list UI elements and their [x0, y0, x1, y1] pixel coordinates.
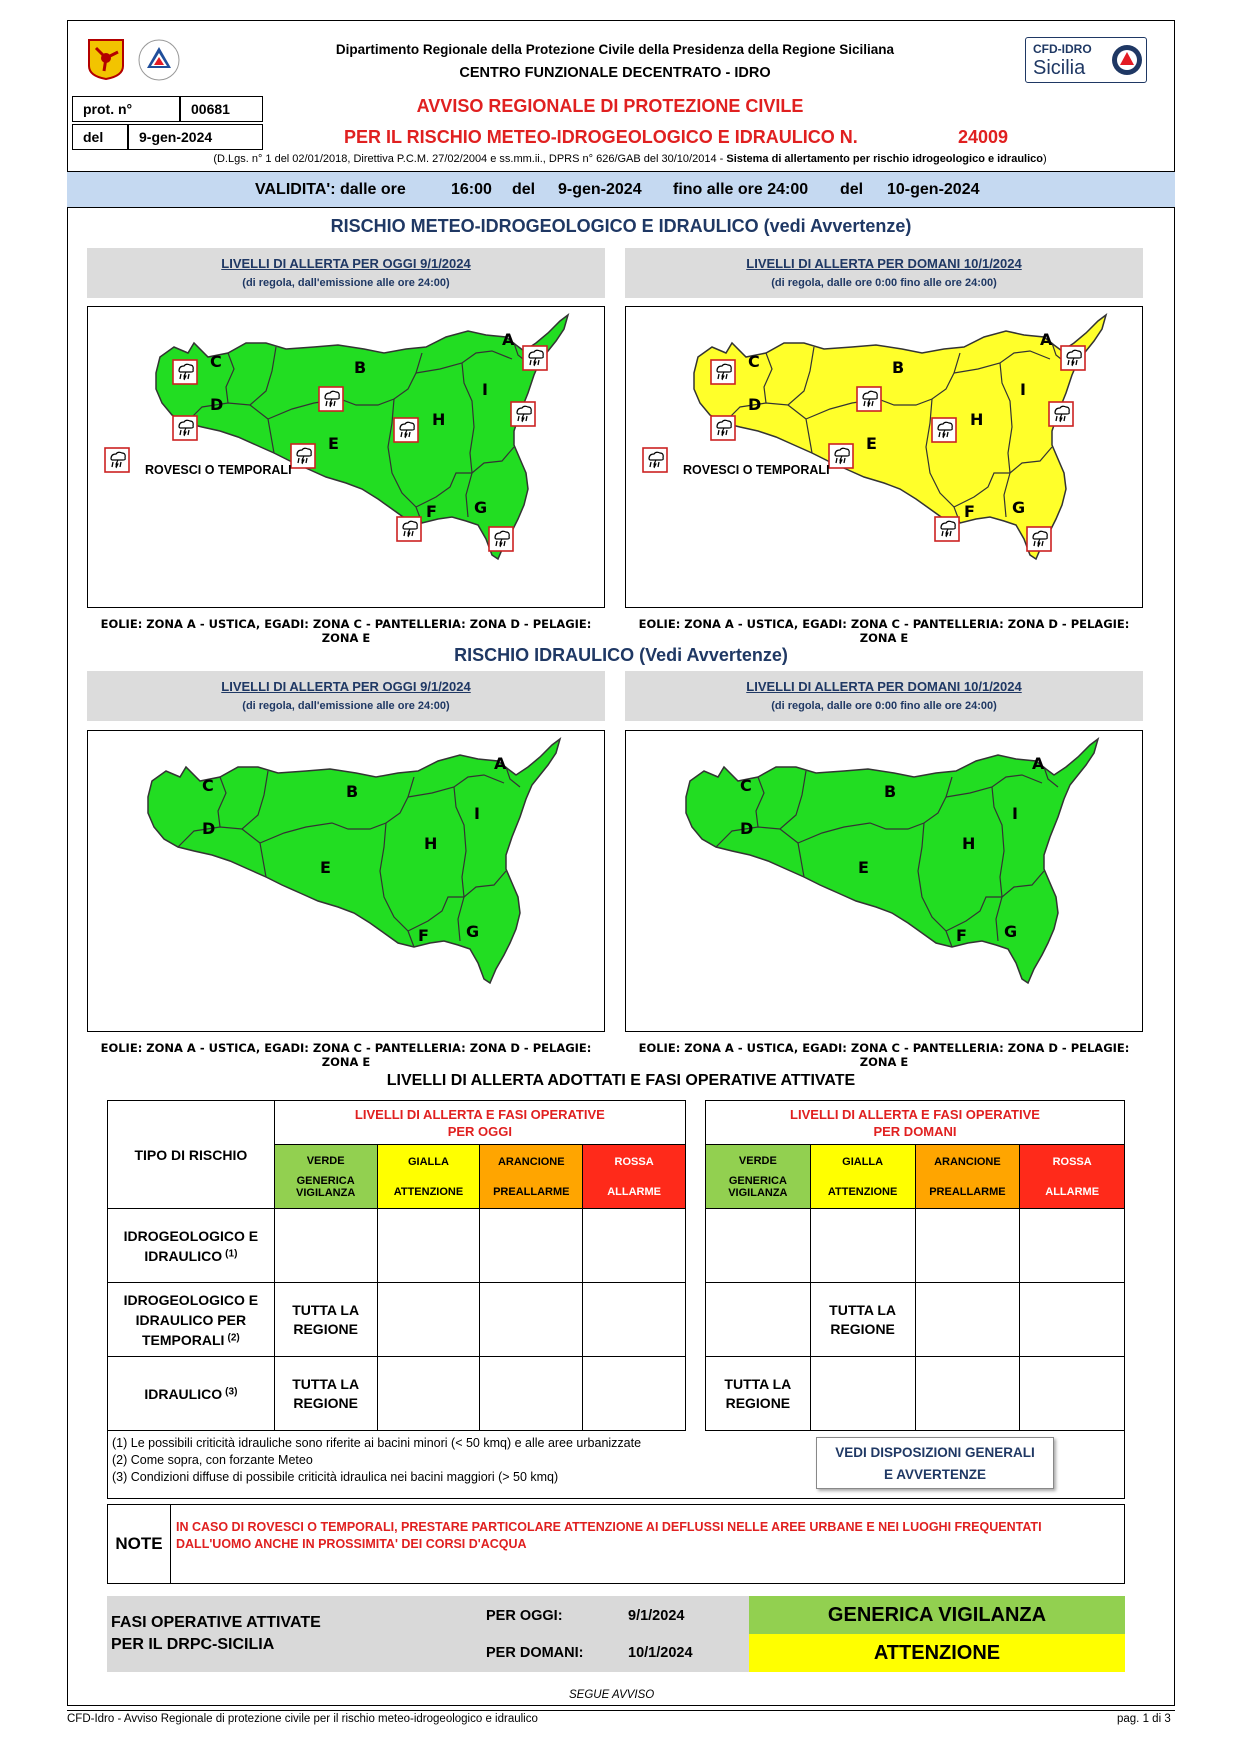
disposizioni-line-2: E AVVERTENZE: [883, 1467, 986, 1482]
thunderstorm-icon: [523, 346, 547, 370]
thunderstorm-icon: [1027, 527, 1051, 551]
levels-table-title: LIVELLI DI ALLERTA ADOTTATI E FASI OPERATIVE ATTIVATE: [386, 1072, 856, 1089]
note-label: NOTE: [108, 1505, 171, 1583]
sicily-map-svg: [626, 731, 1144, 1033]
department-name: Dipartimento Regionale della Protezione Civile della Presidenza della Regione Siciliana: [335, 42, 895, 57]
footnote-2: (2) Come sopra, con forzante Meteo: [112, 1453, 313, 1467]
phases-panel: [107, 1596, 1125, 1672]
legal-references: [100, 153, 1160, 165]
today-cell: [583, 1209, 686, 1283]
zone-label-b: B: [346, 782, 359, 801]
zone-label-b: B: [892, 358, 905, 377]
thunderstorm-icon: [935, 517, 959, 541]
cfd-emblem-icon: [1110, 43, 1144, 77]
row-2-sup: (3): [225, 1385, 238, 1397]
thunderstorm-icon: [397, 517, 421, 541]
legal-references-end: ): [1043, 153, 1047, 165]
avviso-subtitle: PER IL RISCHIO METEO-IDROGEOLOGICO E IDRAULICO N.: [344, 127, 858, 147]
validity-end-date: 10-gen-2024: [887, 181, 980, 198]
zone-label-i: I: [482, 380, 488, 399]
level-gialla-top: GIALLA: [842, 1155, 884, 1168]
level-verde-top: VERDE: [738, 1154, 777, 1167]
thunderstorm-icon: [857, 387, 881, 411]
validity-bar: [67, 171, 1175, 208]
row-label-idrogeologico: [108, 1209, 275, 1283]
row-0-label: IDROGEOLOGICO E IDRAULICO: [123, 1227, 259, 1264]
zone-label-d: D: [202, 819, 216, 838]
idraulico-tomorrow-sub: (di regola, dalle ore 0:00 fino alle ore 24:00): [771, 700, 997, 712]
zone-label-g: G: [1004, 922, 1018, 941]
thunderstorm-icon: [173, 360, 197, 384]
level-gialla-bottom: ATTENZIONE: [827, 1185, 898, 1198]
tomorrow-cell: [810, 1209, 915, 1283]
tomorrow-cell: [915, 1357, 1020, 1431]
validity-del-2: del: [840, 181, 864, 198]
today-levels-header-1: LIVELLI DI ALLERTA E FASI OPERATIVE: [354, 1106, 605, 1122]
today-level-rossa: [583, 1145, 686, 1209]
tomorrow-levels-header-2: PER DOMANI: [873, 1123, 957, 1139]
table-row: [706, 1283, 1125, 1357]
disposizioni-line-1: VEDI DISPOSIZIONI GENERALI: [835, 1445, 1035, 1460]
zone-label-e: E: [328, 434, 339, 453]
validity-start-time: 16:00: [451, 181, 492, 198]
row-1-sup: (2): [227, 1331, 240, 1343]
cfd-idro-logo-bottom: Sicilia: [1033, 57, 1086, 79]
today-level-arancione: [480, 1145, 583, 1209]
table-row: [108, 1283, 686, 1357]
tomorrow-cell: [1020, 1209, 1125, 1283]
level-verde-bottom: GENERICA VIGILANZA: [296, 1174, 356, 1199]
zone-label-c: C: [740, 776, 752, 795]
table-row: [108, 1357, 686, 1431]
prot-value: 00681: [180, 96, 263, 122]
zone-label-d: D: [740, 819, 754, 838]
today-cell: [480, 1283, 583, 1357]
tomorrow-level-verde: [706, 1145, 811, 1209]
phase-today-badge: GENERICA VIGILANZA: [749, 1596, 1125, 1634]
legal-references-text: (D.Lgs. n° 1 del 02/01/2018, Direttiva P.C.M. 27/02/2004 e ss.mm.ii., DPRS n° 626/GAB del 30/10/2014 -: [213, 153, 727, 165]
row-1-label: IDROGEOLOGICO E IDRAULICO PER TEMPORALI: [123, 1291, 259, 1348]
today-cell: [274, 1283, 377, 1357]
thunderstorm-icon: [1061, 346, 1085, 370]
tomorrow-cell: [1020, 1357, 1125, 1431]
level-gialla-top: GIALLA: [407, 1155, 449, 1168]
del-label: del: [72, 124, 128, 150]
legend-label: ROVESCI O TEMPORALI: [683, 463, 830, 477]
footnote-3: (3) Condizioni diffuse di possibile criticità idraulica nei bacini maggiori (> 50 kmq): [112, 1470, 559, 1484]
tomorrow-level-gialla: [810, 1145, 915, 1209]
zone-label-e: E: [866, 434, 877, 453]
levels-table-today: [107, 1100, 686, 1431]
thunderstorm-icon: [291, 444, 315, 468]
today-level-verde: [274, 1145, 377, 1209]
row-1-tomorrow-gialla: TUTTA LA REGIONE: [829, 1301, 897, 1337]
zone-label-c: C: [202, 776, 214, 795]
zone-label-i: I: [1012, 804, 1018, 823]
meteo-map-today: [87, 306, 605, 608]
zone-label-h: H: [432, 410, 446, 429]
thunderstorm-icon: [932, 418, 956, 442]
level-arancione-bottom: PREALLARME: [493, 1185, 570, 1198]
meteo-today-title: LIVELLI DI ALLERTA PER OGGI 9/1/2024: [221, 256, 471, 271]
phases-today-date: 9/1/2024: [628, 1608, 685, 1624]
avviso-title: AVVISO REGIONALE DI PROTEZIONE CIVILE: [416, 96, 804, 116]
level-rossa-bottom: ALLARME: [607, 1185, 661, 1198]
level-gialla-bottom: ATTENZIONE: [393, 1185, 464, 1198]
del-value: 9-gen-2024: [128, 124, 263, 150]
tomorrow-cell: [810, 1357, 915, 1431]
zone-label-c: C: [748, 352, 760, 371]
tomorrow-levels-header-1: LIVELLI DI ALLERTA E FASI OPERATIVE: [790, 1106, 1040, 1122]
section-meteo-title: RISCHIO METEO-IDROGEOLOGICO E IDRAULICO (vedi Avvertenze): [330, 216, 912, 236]
meteo-tomorrow-sub: (di regola, dalle ore 0:00 fino alle ore 24:00): [771, 277, 997, 289]
zone-label-h: H: [424, 834, 438, 853]
tomorrow-cell: [810, 1283, 915, 1357]
today-cell: [583, 1357, 686, 1431]
phases-today-label: PER OGGI:: [486, 1608, 563, 1624]
zone-label-h: H: [970, 410, 984, 429]
zone-label-g: G: [466, 922, 480, 941]
row-label-idraulico: [108, 1357, 275, 1431]
footer-divider: [67, 1710, 1175, 1711]
level-arancione-top: ARANCIONE: [497, 1155, 565, 1168]
today-cell: [274, 1357, 377, 1431]
table-row: [706, 1209, 1125, 1283]
today-cell: [377, 1209, 480, 1283]
zone-label-a: A: [1032, 754, 1045, 773]
meteo-today-sub: (di regola, dall'emissione alle ore 24:00): [242, 277, 450, 289]
tomorrow-level-rossa: [1020, 1145, 1125, 1209]
idraulico-today-header: [87, 671, 605, 721]
protezione-civile-logo: [137, 38, 181, 82]
today-cell: [480, 1209, 583, 1283]
note-text: IN CASO DI ROVESCI O TEMPORALI, PRESTARE PARTICOLARE ATTENZIONE AI DEFLUSSI NELLE AREE URBANE E NEI LUOGHI FREQUENTATI DALL'UOMO ANCHE IN PROSSIMITA' DEI CORSI D'ACQUA: [176, 1520, 1042, 1551]
centro-funzionale: CENTRO FUNZIONALE DECENTRATO - IDRO: [459, 65, 771, 81]
tipo-rischio-label: TIPO DI RISCHIO: [134, 1146, 248, 1163]
thunderstorm-icon: [711, 416, 735, 440]
idraulico-tomorrow-zones-caption: EOLIE: ZONA A - USTICA, EGADI: ZONA C - PANTELLERIA: ZONA D - PELAGIE: ZONA E: [638, 1041, 1130, 1069]
table-row: [706, 1357, 1125, 1431]
thunderstorm-legend-icon: [643, 448, 667, 472]
level-arancione-bottom: PREALLARME: [929, 1185, 1006, 1198]
sicily-map-svg: [88, 307, 606, 609]
zone-label-d: D: [210, 395, 224, 414]
validity-until: fino alle ore 24:00: [673, 181, 809, 198]
zone-label-i: I: [1020, 380, 1026, 399]
meteo-tomorrow-zones-caption: EOLIE: ZONA A - USTICA, EGADI: ZONA C - PANTELLERIA: ZONA D - PELAGIE: ZONA E: [638, 617, 1130, 645]
thunderstorm-icon: [829, 444, 853, 468]
level-rossa-top: ROSSA: [1052, 1155, 1092, 1168]
validity-start-date: 9-gen-2024: [558, 181, 642, 198]
zone-label-c: C: [210, 352, 222, 371]
row-2-today-verde: TUTTA LA REGIONE: [292, 1375, 360, 1411]
today-levels-header: [274, 1101, 685, 1145]
idraulico-map-tomorrow: [625, 730, 1143, 1032]
tomorrow-cell: [915, 1209, 1020, 1283]
level-rossa-bottom: ALLARME: [1045, 1185, 1100, 1198]
sicily-map-svg: [88, 731, 606, 1033]
tipo-rischio-header: [108, 1101, 275, 1209]
zone-label-e: E: [320, 858, 331, 877]
today-levels-header-2: PER OGGI: [447, 1123, 513, 1139]
idraulico-tomorrow-header: [625, 671, 1143, 721]
zone-label-b: B: [354, 358, 367, 377]
idraulico-today-zones-caption: EOLIE: ZONA A - USTICA, EGADI: ZONA C - PANTELLERIA: ZONA D - PELAGIE: ZONA E: [100, 1041, 592, 1069]
row-2-label: IDRAULICO: [144, 1385, 223, 1402]
tomorrow-cell: [706, 1283, 811, 1357]
thunderstorm-icon: [1049, 402, 1073, 426]
thunderstorm-icon: [489, 527, 513, 551]
level-arancione-top: ARANCIONE: [934, 1155, 1001, 1168]
zone-label-i: I: [474, 804, 480, 823]
cfd-idro-logo: [1025, 37, 1147, 83]
meteo-today-zones-caption: EOLIE: ZONA A - USTICA, EGADI: ZONA C - PANTELLERIA: ZONA D - PELAGIE: ZONA E: [100, 617, 592, 645]
footer-left: CFD-Idro - Avviso Regionale di protezione civile per il rischio meteo-idrogeologico e idraulico: [67, 1713, 538, 1725]
today-cell: [377, 1283, 480, 1357]
prot-label: prot. n°: [72, 96, 180, 122]
zone-label-g: G: [1012, 498, 1026, 517]
disposizioni-button[interactable]: [816, 1437, 1054, 1489]
footnote-1: (1) Le possibili criticità idrauliche sono riferite ai bacini minori (< 50 kmq) e alle aree urbanizzate: [112, 1436, 642, 1450]
thunderstorm-legend-icon: [105, 448, 129, 472]
tomorrow-cell: [1020, 1283, 1125, 1357]
row-0-sup: (1): [225, 1247, 238, 1259]
zone-label-f: F: [426, 502, 437, 521]
zone-label-g: G: [474, 498, 488, 517]
thunderstorm-icon: [319, 387, 343, 411]
legal-references-bold: Sistema di allertamento per rischio idrogeologico e idraulico: [726, 153, 1043, 165]
idraulico-map-today: [87, 730, 605, 1032]
thunderstorm-icon: [394, 418, 418, 442]
row-label-temporali: [108, 1283, 275, 1357]
zone-label-b: B: [884, 782, 897, 801]
levels-table-tomorrow: [705, 1100, 1125, 1431]
zone-label-d: D: [748, 395, 762, 414]
today-cell: [377, 1357, 480, 1431]
segue-avviso: SEGUE AVVISO: [569, 1689, 655, 1701]
phases-label-1: FASI OPERATIVE ATTIVATE: [111, 1614, 321, 1631]
row-1-today-verde: TUTTA LA REGIONE: [292, 1301, 360, 1337]
validity-del-1: del: [512, 181, 536, 198]
validity-label: VALIDITA': dalle ore: [255, 181, 406, 198]
tomorrow-cell: [706, 1357, 811, 1431]
meteo-tomorrow-title: LIVELLI DI ALLERTA PER DOMANI 10/1/2024: [746, 256, 1022, 271]
zone-label-f: F: [418, 926, 429, 945]
tomorrow-levels-header: [706, 1101, 1125, 1145]
zone-label-h: H: [962, 834, 976, 853]
zone-label-a: A: [1040, 330, 1053, 349]
meteo-tomorrow-header: [625, 248, 1143, 298]
note-box: [107, 1504, 1125, 1584]
cfd-idro-logo-top: CFD-IDRO: [1033, 42, 1092, 56]
meteo-today-header: [87, 248, 605, 298]
phase-tomorrow-badge: ATTENZIONE: [749, 1634, 1125, 1672]
idraulico-tomorrow-title: LIVELLI DI ALLERTA PER DOMANI 10/1/2024: [746, 679, 1022, 694]
level-verde-top: VERDE: [306, 1154, 345, 1167]
idraulico-today-title: LIVELLI DI ALLERTA PER OGGI 9/1/2024: [221, 679, 471, 694]
phases-tomorrow-date: 10/1/2024: [628, 1645, 693, 1661]
section-idraulico-title: RISCHIO IDRAULICO (Vedi Avvertenze): [454, 645, 788, 665]
footnotes-box: [107, 1431, 1125, 1499]
sicily-emblem-logo: [86, 38, 126, 80]
level-verde-bottom: GENERICA VIGILANZA: [728, 1174, 788, 1199]
zone-label-f: F: [964, 502, 975, 521]
tomorrow-cell: [915, 1283, 1020, 1357]
zone-label-a: A: [502, 330, 515, 349]
zone-label-a: A: [494, 754, 507, 773]
today-level-gialla: [377, 1145, 480, 1209]
tomorrow-level-arancione: [915, 1145, 1020, 1209]
footer-page: pag. 1 di 3: [1117, 1713, 1171, 1725]
thunderstorm-icon: [711, 360, 735, 384]
level-rossa-top: ROSSA: [614, 1155, 654, 1168]
avviso-number: 24009: [958, 127, 1009, 147]
phases-tomorrow-label: PER DOMANI:: [486, 1645, 584, 1661]
phases-label-2: PER IL DRPC-SICILIA: [111, 1636, 275, 1653]
thunderstorm-icon: [511, 402, 535, 426]
thunderstorm-icon: [173, 416, 197, 440]
today-cell: [583, 1283, 686, 1357]
today-cell: [274, 1209, 377, 1283]
legend-label: ROVESCI O TEMPORALI: [145, 463, 292, 477]
sicily-map-svg: [626, 307, 1144, 609]
table-row: [108, 1209, 686, 1283]
zone-label-f: F: [956, 926, 967, 945]
idraulico-today-sub: (di regola, dall'emissione alle ore 24:00): [242, 700, 450, 712]
tomorrow-cell: [706, 1209, 811, 1283]
meteo-map-tomorrow: [625, 306, 1143, 608]
today-cell: [480, 1357, 583, 1431]
zone-label-e: E: [858, 858, 869, 877]
row-2-tomorrow-verde: TUTTA LA REGIONE: [724, 1375, 792, 1411]
